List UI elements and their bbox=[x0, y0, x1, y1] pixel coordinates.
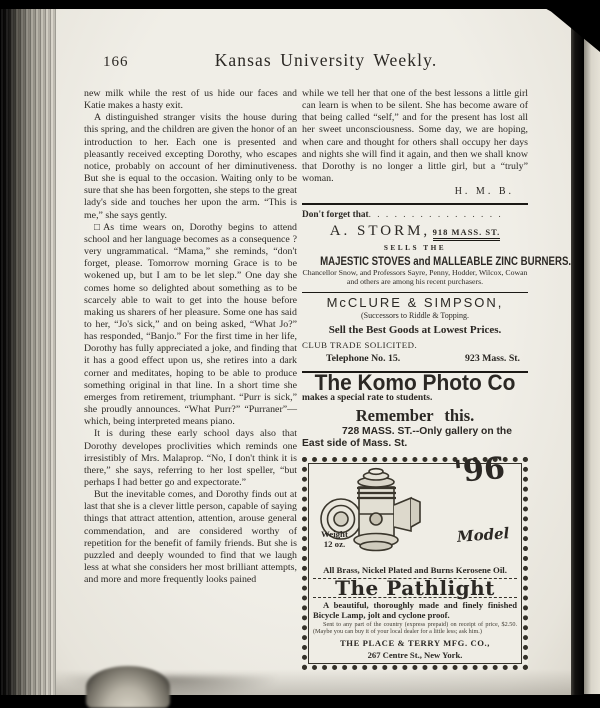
ad-subtitle: (Successors to Riddle & Topping. bbox=[361, 311, 469, 320]
ad-tagline: Sell the Best Goods at Lowest Prices. bbox=[328, 324, 502, 337]
section-rule bbox=[302, 292, 528, 293]
section-rule bbox=[302, 203, 528, 205]
ad-description: A beautiful, thoroughly made and finely finished Bicycle Lamp, jolt and cyclone proof. bbox=[313, 600, 517, 621]
ad-materials-line: All Brass, Nickel Plated and Burns Kerosene Oil. bbox=[323, 565, 507, 576]
ad-pathlight bbox=[302, 450, 528, 670]
ad-fine-print: Sent to any part of the country (express prepaid) on receipt of price, $2.50. (Maybe you can buy it of your local dealer for a little less; ask him.) bbox=[313, 620, 517, 635]
right-column bbox=[302, 88, 572, 670]
ad-telephone: Telephone No. 15. bbox=[326, 353, 401, 365]
advertiser-address: 728 MASS. ST.--Only gallery on the East side of Mass. St. bbox=[302, 426, 512, 450]
advertiser-name: McCLURE & SIMPSON, bbox=[326, 294, 504, 310]
ad-club-line: CLUB TRADE SOLICITED. bbox=[302, 340, 418, 351]
manufacturer-name: THE PLACE & TERRY MFG. CO., bbox=[339, 637, 491, 648]
ad-tagline: makes a special rate to students. bbox=[302, 392, 433, 403]
advertiser-address: 918 MASS. ST. bbox=[433, 227, 501, 241]
ad-mcclure-simpson bbox=[302, 294, 528, 366]
ad-weight: Weight 12 oz. bbox=[321, 529, 348, 550]
article-paragraph: □As time wears on, Dorothy begins to attend school and her language becomes as a consequence ? very ungrammatical. “Mama,” she reminds, “don't forget, please. Tomorrow morning Grace is to be wokened up, but I am to be let slep.” One day she comes home so delighted about something as to be scarcely able to wait to get into the house before making us sharers of her pleasure. Some one has said to her, “Jo's sick,” and on being asked, “What Jo?” has responded, “Banjo.” For the first time in her life, Dorothy has fully appreciated a joke, and finding that it has a good effect upon us, she retires into a dark corner and meditates, hoping to be able to produce something original in that line. In a short time she emerges from retirement, triumphant. “Purr is sick,” she proudly announces. “What Purr?” “Purraner”—which, being interpreted means piano. bbox=[84, 221, 297, 428]
ad-testimonial: Chancellor Snow, and Professors Sayre, Penny, Hodder, Wilcox, Cowan and others are among his recent purchasers. bbox=[302, 268, 528, 287]
manufacturer-address: 267 Centre St., New York. bbox=[367, 650, 463, 660]
product-name: The Pathlight bbox=[335, 576, 495, 601]
article-paragraph: A distinguished stranger visits the house during this spring, and the children are given the honor of an introduction to her. Each one is presented and pleasantly received excepting Dorothy, who escapes notice, probably on account of her diminutiveness. But she is equal to the occasion. Waiting only to be sure that she has been forgotten, she steps to the great lady's side and touches her upon the arm. “This is me,” she says gently. bbox=[84, 112, 297, 221]
bicycle-lamp-illustration bbox=[317, 467, 423, 565]
masthead-title: Kansas University Weekly. bbox=[214, 50, 438, 70]
book-gutter-shadow bbox=[569, 0, 584, 696]
article-paragraph: But the inevitable comes, and Dorothy finds out at last that she is a clever little person, capable of saying things that attract attention, attention, arouse general commendation, and are considered worthy of repetition for the benefit of family friends. But she is puzzled and deeply wounded to find that we laugh less at what she considers her most brilliant attempts, and more and more frequently looks pained bbox=[84, 489, 297, 586]
ad-lead-text: Don't forget that bbox=[302, 210, 369, 221]
ad-model-script: Model bbox=[456, 524, 510, 546]
facing-page-edge bbox=[584, 28, 600, 694]
holding-thumb bbox=[86, 666, 170, 708]
ad-storm bbox=[302, 209, 572, 287]
advertiser-name: A. STORM, bbox=[329, 222, 431, 239]
author-initials: H. M. B. bbox=[454, 186, 514, 198]
article-paragraph: It is during these early school days also that Dorothy developes proclivities which reminds one irresistibly of Mrs. Malaprop. “No, I don't think it is there,” she says, referring to her lost speller, “but perhaps I had better go and expectorate.” bbox=[84, 428, 297, 488]
ad-product-line: MAJESTIC STOVES and MALLEABLE ZINC BURNERS. bbox=[320, 255, 572, 268]
article-paragraph: while we tell her that one of the best lessons a little girl can learn is when to be silent. She has become aware of that being called “self,” and for the present has lost all her sweet unconsciousness. Some day, we are hoping, when care and thought for others shall occupy her days and nights she will find it again, and then we shall know that Dorothy is no longer a little girl, but a “truly” woman. bbox=[302, 88, 528, 185]
ad-sells-line: SELLS THE bbox=[383, 242, 447, 252]
page-number: 166 bbox=[103, 54, 129, 70]
advertiser-address: 923 Mass. St. bbox=[465, 353, 520, 365]
advertiser-name: The Komo Photo Co bbox=[314, 369, 516, 395]
book-page-edges bbox=[0, 6, 57, 696]
article-paragraph: new milk while the rest of us hide our faces and Katie makes a hasty exit. bbox=[84, 88, 297, 112]
dot-leader: . . . . . . . . . . . . . . . . bbox=[368, 210, 503, 221]
ad-komo-photo bbox=[302, 369, 528, 450]
photo-top-edge bbox=[0, 0, 600, 9]
ad-remember-line: Remember this. bbox=[355, 405, 475, 425]
left-column bbox=[84, 88, 297, 586]
scanned-page bbox=[56, 9, 571, 695]
ad-year: '96 bbox=[452, 450, 507, 491]
